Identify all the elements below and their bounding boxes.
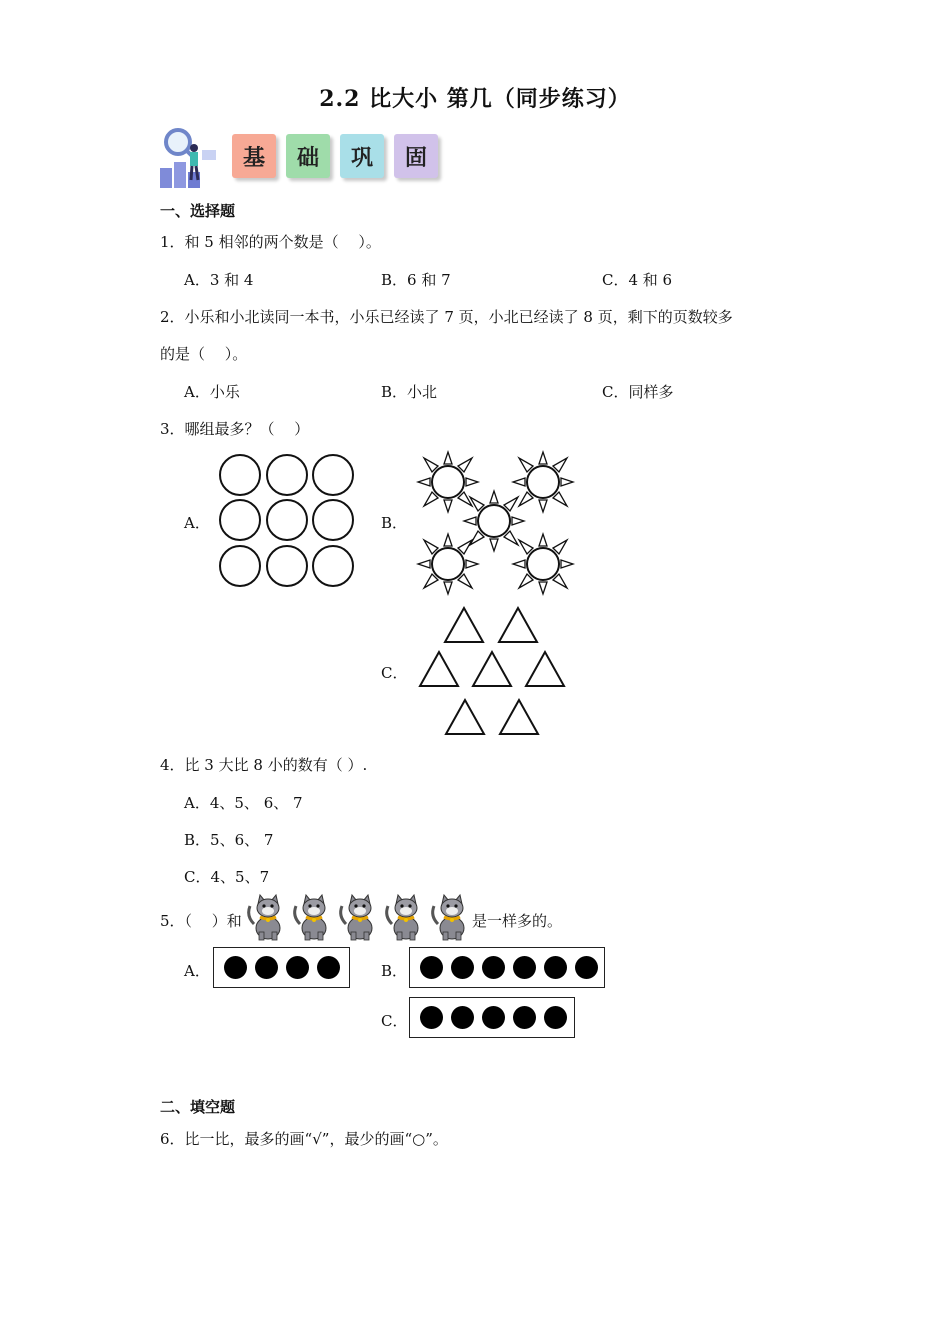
q5-option-a: A．: [184, 962, 210, 980]
q3-option-c: C．: [381, 664, 408, 682]
q4-option-a: A．4、5、 6、 7: [184, 794, 303, 812]
dot: [482, 956, 505, 979]
banner-tile-1: 基: [232, 134, 276, 178]
dots-box-six: [409, 947, 605, 988]
question-4: 4．比 3 大比 8 小的数有（ ）.: [160, 756, 368, 774]
dot: [513, 1006, 536, 1029]
question-2-line-2: 的是（ ）。: [160, 345, 248, 363]
question-2-line-1: 2．小乐和小北读同一本书，小乐已经读了 7 页，小北已经读了 8 页，剩下的页数较多: [160, 308, 733, 326]
question-5-prefix: 5．（ ）和: [160, 912, 242, 930]
dot: [420, 1006, 443, 1029]
dot: [575, 956, 598, 979]
page-title: 2.2 比大小 第几（同步练习）: [319, 86, 631, 112]
triangles-group-icon: [416, 604, 576, 739]
dot: [513, 956, 536, 979]
q3-option-b: B．: [381, 514, 408, 532]
section-heading-fill: 二、填空题: [160, 1098, 236, 1116]
q4-option-c: C．4、5、7: [184, 868, 270, 886]
q1-option-a: A．3 和 4: [184, 271, 254, 289]
dot: [544, 1006, 567, 1029]
q2-option-c: C．同样多: [602, 383, 674, 401]
q2-option-a: A．小乐: [184, 383, 240, 401]
dots-box-four: [213, 947, 350, 988]
dot: [544, 956, 567, 979]
magnifier-person-icon: [158, 126, 222, 190]
question-6: 6．比一比，最多的画“√”，最少的画“○”。: [160, 1130, 448, 1148]
banner-tile-3: 巩: [340, 134, 384, 178]
q3-option-a: A．: [184, 514, 210, 532]
banner-tile-4: 固: [394, 134, 438, 178]
dot: [482, 1006, 505, 1029]
cats-row-icon: [244, 894, 472, 942]
dot: [255, 956, 278, 979]
dots-box-five: [409, 997, 575, 1038]
circles-group-icon: [214, 450, 364, 590]
dot: [286, 956, 309, 979]
q1-option-c: C．4 和 6: [602, 271, 673, 289]
q1-option-b: B．6 和 7: [381, 271, 451, 289]
q5-option-b: B．: [381, 962, 408, 980]
q5-option-c: C．: [381, 1012, 408, 1030]
dot: [451, 956, 474, 979]
q4-option-b: B．5、6、 7: [184, 831, 274, 849]
suns-group-icon: [412, 448, 582, 598]
question-1: 1．和 5 相邻的两个数是（ ）。: [160, 233, 381, 251]
dot: [224, 956, 247, 979]
section-heading-choice: 一、选择题: [160, 202, 236, 220]
dot: [451, 1006, 474, 1029]
question-5-suffix: 是一样多的。: [472, 912, 563, 930]
banner-tile-2: 础: [286, 134, 330, 178]
q2-option-b: B．小北: [381, 383, 438, 401]
question-3: 3．哪组最多？（ ）: [160, 420, 310, 438]
dot: [317, 956, 340, 979]
dot: [420, 956, 443, 979]
section-banner: [158, 126, 458, 190]
